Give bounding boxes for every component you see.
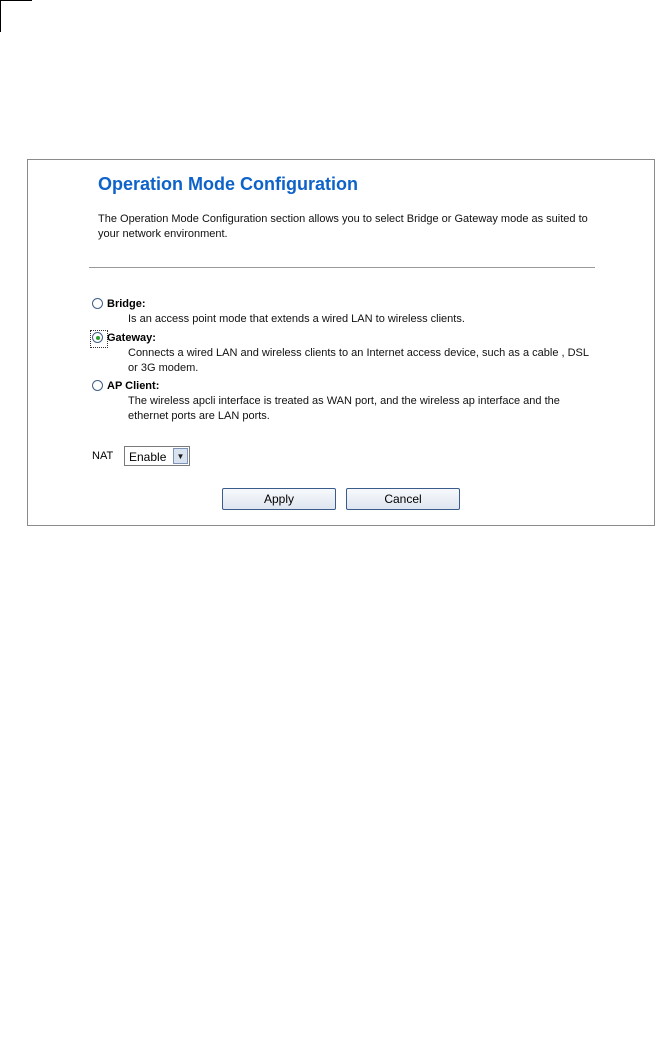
apply-button[interactable]: Apply — [222, 488, 336, 510]
cancel-button[interactable]: Cancel — [346, 488, 460, 510]
ap-client-description: The wireless apcli interface is treated as WAN port, and the wireless ap interface and the ethernet ports are LAN ports. — [128, 395, 560, 422]
ap-client-label[interactable]: AP Client: — [107, 380, 160, 392]
chevron-down-icon[interactable]: ▼ — [173, 448, 188, 464]
nat-label: NAT — [92, 450, 114, 462]
nat-selected-value: Enable — [129, 450, 167, 464]
gateway-description: Connects a wired LAN and wireless clients to an Internet access device, such as a cable , DSL or 3G modem. — [128, 347, 589, 374]
bridge-label[interactable]: Bridge: — [107, 298, 146, 310]
focus-ring — [90, 330, 108, 348]
page-title: Operation Mode Configuration — [98, 174, 358, 194]
page-description: The Operation Mode Configuration section allows you to select Bridge or Gateway mode as suited to your network environment. — [98, 213, 588, 240]
section-divider — [89, 267, 595, 268]
gateway-label[interactable]: Gateway: — [107, 332, 156, 344]
operation-mode-panel — [27, 159, 655, 526]
crop-mark-vertical — [0, 0, 1, 32]
bridge-radio[interactable] — [92, 298, 103, 309]
ap-client-radio[interactable] — [92, 380, 103, 391]
nat-select[interactable] — [124, 446, 190, 466]
gateway-radio[interactable] — [92, 332, 103, 343]
crop-mark-horizontal — [0, 0, 32, 1]
bridge-description: Is an access point mode that extends a wired LAN to wireless clients. — [128, 313, 465, 325]
